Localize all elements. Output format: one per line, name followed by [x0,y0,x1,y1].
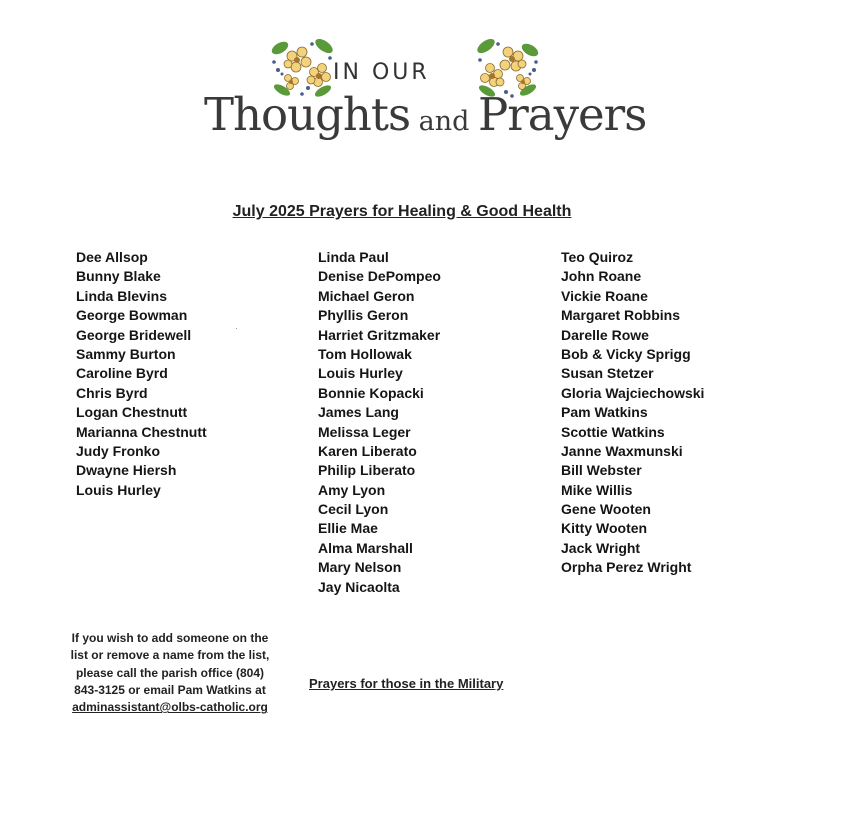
logo-word-thoughts: Thoughts [204,88,411,141]
name-list-item: Gene Wooten [561,501,651,518]
name-list-item: Pam Watkins [561,404,648,421]
name-list-item: Darelle Rowe [561,326,649,343]
name-list-item: Amy Lyon [318,481,386,498]
logo-word-and [410,106,478,137]
name-list-item: Janne Waxmunski [561,442,683,459]
name-list-item: Susan Stetzer [561,365,654,382]
name-list-item: John Roane [561,268,642,285]
name-list-item: Louis Hurley [76,481,161,498]
name-list-item: Margaret Robbins [561,307,681,324]
name-list-item: Gloria Wajciechowski [561,384,705,401]
name-list-item: Dee Allsop [76,249,148,265]
name-list-item: Ellie Mae [318,520,378,537]
name-list-item: Sammy Burton [76,345,176,362]
name-list-item: James Lang [318,404,399,421]
name-list-item: Bunny Blake [76,268,161,285]
logo-word-and-text: and [418,106,470,137]
name-list-item: Chris Byrd [76,384,148,401]
name-list-item: Denise DePompeo [318,268,441,285]
name-list-item: Karen Liberato [318,442,417,459]
name-list-item: Bonnie Kopacki [318,384,424,401]
name-list-item: Bill Webster [561,462,642,479]
name-list-item: Orpha Perez Wright [561,559,692,576]
name-list-item: Vickie Roane [561,287,648,304]
names-column-1 [76,248,207,500]
logo-word-prayers: Prayers [478,88,647,141]
name-list-item: Phyllis Geron [318,307,409,324]
names-column-3 [561,248,704,578]
name-list-item: Kitty Wooten [561,520,648,537]
name-list-item: Jack Wright [561,539,641,556]
name-list-item: Bob & Vicky Sprigg [561,345,691,362]
page-title: July 2025 Prayers for Healing & Good Health [232,203,572,220]
stray-dot [236,328,237,329]
name-list-item: Linda Blevins [76,287,168,304]
name-list-item: Michael Geron [318,287,415,304]
name-list-item: Linda Paul [318,249,389,265]
contact-email-link[interactable]: adminassistant@olbs-catholic.org [72,700,268,715]
name-list-item: Jay Nicaolta [318,578,400,595]
name-list-item: Marianna Chestnutt [76,423,207,440]
name-list-item: Alma Marshall [318,539,413,556]
name-list-item: Scottie Watkins [561,423,665,440]
name-list-item: Harriet Gritzmaker [318,326,441,343]
military-prayers-link[interactable]: Prayers for those in the Military [309,676,504,691]
header-logo [200,36,647,160]
name-list-item: Mary Nelson [318,559,402,576]
name-list-item: Tom Hollowak [318,345,412,362]
name-list-item: Logan Chestnutt [76,404,188,421]
contact-text: If you wish to add someone on the list or remove a name from the list, please call the parish office (804) 843-3125 or email Pam Watkins at [70,631,270,697]
name-list-item: Melissa Leger [318,423,411,440]
logo-in-our: IN OUR [333,60,430,85]
name-list-item: Cecil Lyon [318,501,389,518]
name-list-item: George Bowman [76,307,188,324]
name-list-item: Dwayne Hiersh [76,462,177,479]
contact-note [68,630,272,716]
logo-thoughts-and-prayers [204,88,646,141]
name-list-item: Philip Liberato [318,462,416,479]
name-list-item: Judy Fronko [76,442,161,459]
name-list-item: Teo Quiroz [561,249,634,265]
name-list-item: Mike Willis [561,481,633,498]
name-list-item: George Bridewell [76,326,192,343]
name-list-item: Louis Hurley [318,365,403,382]
name-list-item: Caroline Byrd [76,365,168,382]
names-column-2 [318,248,441,597]
